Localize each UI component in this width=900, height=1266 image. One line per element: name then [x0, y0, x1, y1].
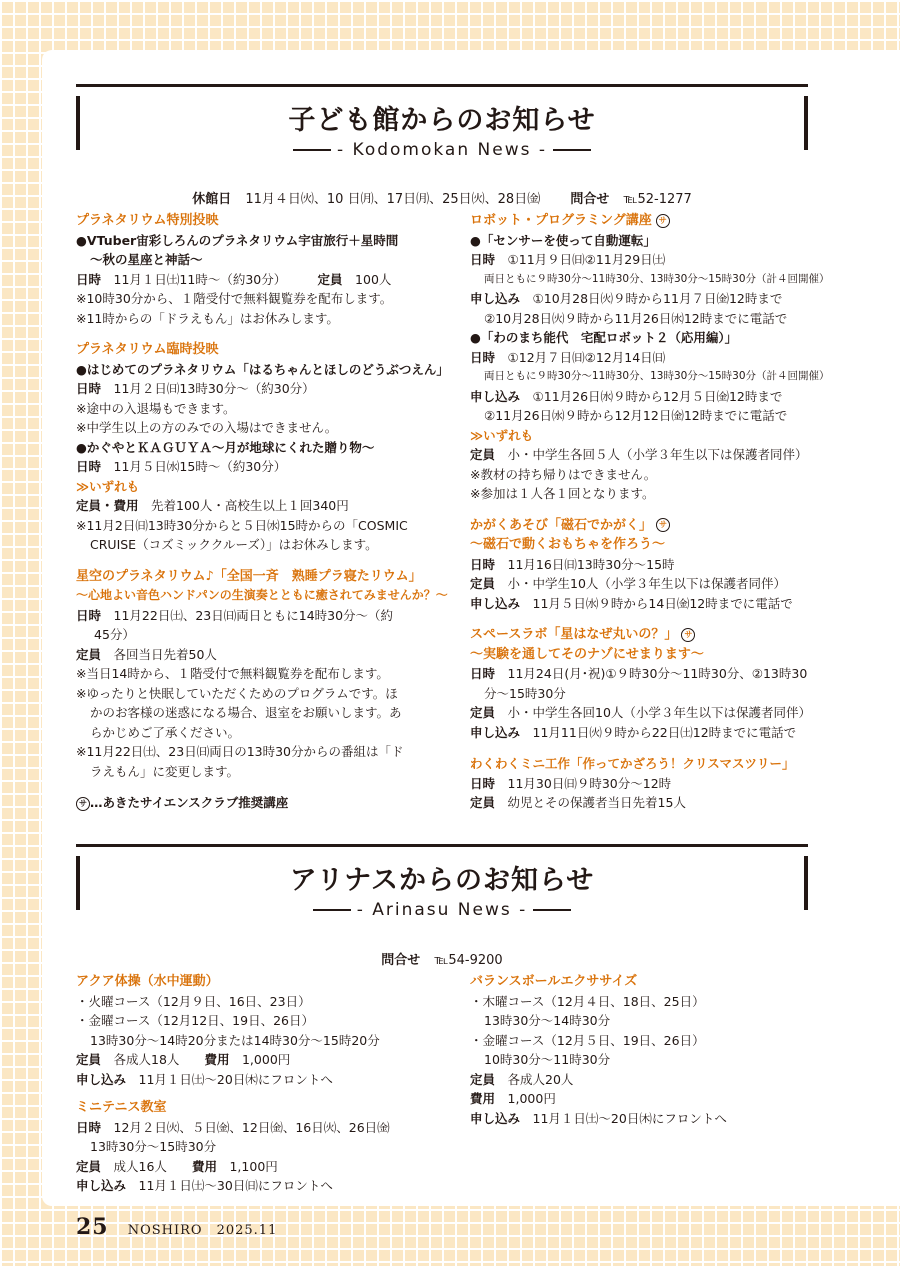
note: ※教材の持ち帰りはできません。 [470, 466, 657, 482]
date-label: 日時 [76, 271, 102, 287]
course-line: ・木曜コース（12月４日、18日、25日） [470, 993, 705, 1009]
fee-line [470, 1089, 810, 1109]
note: ラえもん」に変更します。 [90, 763, 240, 779]
apply-value: ①11月26日㈬９時から12月５日㈮12時まで [532, 388, 783, 404]
science-club-icon: サ [656, 214, 670, 228]
kodomokan-header [76, 84, 808, 184]
note: ※11時からの「ドラえもん」はお休みします。 [76, 310, 339, 326]
kodomokan-subtitle: - Kodomokan News - [76, 140, 808, 160]
date-label: 日時 [470, 252, 496, 267]
date-label: 日時 [76, 381, 102, 396]
date-value: ①11月９日㈰②11月29日㈯ [507, 252, 666, 267]
apply-label: 申し込み [470, 1110, 521, 1126]
date-label: 日時 [470, 666, 496, 681]
capacity-label: 定員 [470, 1071, 496, 1087]
time-line: 13時30分〜14時20分または14時30分〜15時20分 [90, 1032, 380, 1048]
capacity-line [76, 1050, 448, 1070]
fee-value: 先着100人・高校生以上１回340円 [151, 498, 349, 513]
capacity-line [470, 703, 810, 723]
capacity-value: 100人 [355, 271, 392, 287]
capacity-label: 定員 [470, 576, 496, 591]
course-line: ・金曜コース（12月12日、19日、26日） [76, 1013, 314, 1028]
section-title: わくわくミニ工作「作ってかざろう！クリスマスツリー」 [470, 756, 795, 771]
fee-line [76, 496, 448, 516]
apply-line [470, 594, 810, 614]
section-subtitle: 〜心地よい音色ハンドパンの生演奏とともに癒されてみませんか？〜 [76, 588, 448, 602]
section-title: 星空のプラネタリウム♪「全国一斉 熟睡プラ寝たリウム」 [76, 568, 422, 584]
apply-line [76, 1070, 448, 1090]
apply-line [470, 723, 810, 743]
fee-label: 定員・費用 [76, 498, 139, 513]
apply-label: 申し込み [470, 724, 521, 740]
program-title: ●「わのまち能代 宅配ロボット２（応用編）」 [470, 330, 738, 345]
date-line [470, 348, 810, 368]
section-title: アクア体操（水中運動） [76, 974, 219, 989]
time-line: 10時30分〜11時30分 [484, 1052, 611, 1067]
program-title: ●VTuber宙彩しろんのプラネタリウム宇宙旅行＋星時間 [76, 232, 399, 248]
capacity-line [470, 445, 810, 465]
arinasu-subtitle: - Arinasu News - [76, 900, 808, 920]
capacity-value: 成人16人 [113, 1158, 167, 1174]
date-label: 日時 [470, 349, 496, 365]
note: かのお客様の迷惑になる場合、退室をお願いします。あ [90, 705, 402, 720]
science-club-icon: サ [656, 518, 670, 532]
apply-line [470, 289, 810, 309]
section-title: プラネタリウム臨時投映 [76, 342, 219, 357]
apply-value: 11月11日㈫９時から22日㈯12時までに電話で [532, 724, 797, 740]
apply-value: ②11月26日㈬９時から12月12日㈮12時までに電話で [484, 408, 788, 423]
time-line: 13時30分〜15時30分 [90, 1139, 217, 1154]
date-value: 11月16日㈰13時30分〜15時 [507, 556, 675, 572]
capacity-value: 小・中学生10人（小学３年生以下は保護者同伴） [507, 576, 786, 591]
note: CRUISE（コズミッククルーズ）」はお休みします。 [90, 537, 378, 552]
note: ※11月22日㈯、23日㈰両日の13時30分からの番組は「ド [76, 744, 404, 759]
closed-label: 休館日 [192, 192, 232, 207]
section-title [470, 211, 810, 231]
legend-text: …あきたサイエンスクラブ推奨講座 [90, 795, 289, 810]
closed-dates: 11月４日㈫、10 日㈪、17日㈪、25日㈫、28日㈮ [245, 192, 541, 207]
apply-value: 11月１日㈯〜30日㈰にフロントへ [138, 1178, 333, 1193]
apply-value: 11月１日㈯〜20日㈭にフロントへ [532, 1110, 727, 1126]
both-label: ≫いずれも [76, 478, 140, 494]
fee-label: 費用 [470, 1091, 496, 1106]
note: ※ゆったりと快眠していただくためのプログラムです。ほ [76, 685, 398, 701]
time-line: 13時30分〜14時30分 [484, 1013, 611, 1028]
date-sub: 両日ともに９時30分〜11時30分、13時30分〜15時30分（計４回開催） [484, 370, 830, 382]
capacity-line [470, 574, 810, 594]
header-rule [76, 84, 808, 87]
course-line: ・金曜コース（12月５日、19日、26日） [470, 1032, 705, 1048]
kodomokan-title: 子ども館からのお知らせ [288, 105, 596, 136]
program-subtitle: 〜秋の星座と神話〜 [90, 252, 203, 267]
capacity-line [470, 1070, 810, 1090]
section-title [470, 625, 810, 645]
capacity-value: 各成人20人 [507, 1071, 574, 1087]
capacity-label: 定員 [470, 795, 496, 810]
arinasu-right-column [470, 972, 810, 1128]
contact-label: 問合せ [570, 192, 610, 207]
date-line [470, 250, 810, 270]
section-title-text: ロボット・プログラミング講座 [470, 213, 652, 228]
section-title-text: スペースラボ「星はなぜ丸いの？」 [470, 627, 678, 642]
capacity-value: 幼児とその保護者当日先着15人 [507, 795, 686, 810]
date-line [470, 555, 810, 575]
date-value: ①12月７日㈰②12月14日㈰ [507, 349, 666, 365]
apply-label: 申し込み [76, 1178, 127, 1193]
arinasu-left-column [76, 972, 448, 1196]
course-line: ・火曜コース（12月９日、16日、23日） [76, 993, 311, 1009]
contact-label: 問合せ [381, 953, 421, 968]
note: ※参加は１人各１回となります。 [470, 486, 655, 501]
date-value: 11月30日㈰９時30分〜12時 [507, 775, 672, 791]
date-value: 11月２日㈰13時30分〜（約30分） [113, 381, 315, 396]
kodomokan-right-column [470, 211, 830, 813]
apply-label: 申し込み [470, 291, 521, 306]
contact-tel: ℡52-1277 [623, 192, 692, 207]
note: らかじめご了承ください。 [90, 724, 241, 740]
apply-value: 11月１日㈯〜20日㈭にフロントへ [138, 1071, 333, 1087]
date-label: 日時 [76, 1119, 102, 1135]
capacity-line [76, 645, 448, 665]
fee-label: 費用 [204, 1052, 230, 1067]
date-value: 11月24日(月･祝)①９時30分〜11時30分、②13時30 [507, 666, 808, 681]
arinasu-header [76, 844, 808, 944]
fee-value: 1,000円 [241, 1052, 291, 1067]
date-label: 日時 [470, 556, 496, 572]
section-title-text: かがくあそび「磁石でかがく」 [470, 517, 653, 533]
date-label: 日時 [76, 607, 102, 623]
capacity-label: 定員 [76, 1052, 102, 1067]
date-line [470, 774, 810, 794]
date-label: 日時 [76, 459, 102, 474]
note: ※10時30分から、１階受付で無料観覧券を配布します。 [76, 291, 393, 306]
apply-value: ①10月28日㈫９時から11月７日㈮12時まで [532, 291, 783, 306]
date-line [76, 270, 448, 290]
apply-line [470, 387, 810, 407]
note: ※当日14時から、１階受付で無料観覧券を配布します。 [76, 666, 389, 681]
date-line [76, 606, 448, 626]
program-title: ●はじめてのプラネタリウム「はるちゃんとほしのどうぶつえん」 [76, 361, 449, 377]
note: ※11月2日㈰13時30分からと５日㈬15時からの「COSMIC [76, 517, 408, 533]
date-line [470, 664, 810, 684]
section-subtitle: 〜磁石で動くおもちゃを作ろう〜 [470, 537, 666, 552]
arinasu-info [76, 949, 808, 968]
arinasu-title: アリナスからのお知らせ [289, 865, 595, 896]
arinasu-subtitle-text: Arinasu News [372, 900, 512, 920]
header-rule [76, 844, 808, 847]
section-title: バランスボールエクササイズ [470, 974, 638, 989]
kodomokan-subtitle-text: Kodomokan News [352, 140, 532, 160]
capacity-value: 小・中学生各回５人（小学３年生以下は保護者同伴） [507, 447, 808, 462]
date-line [76, 457, 448, 477]
date-continued: 45分） [94, 627, 135, 642]
section-title: ミニテニス教室 [76, 1100, 167, 1115]
date-sub: 両日ともに９時30分〜11時30分、13時30分〜15時30分（計４回開催） [484, 272, 830, 285]
section-title: プラネタリウム特別投映 [76, 213, 219, 228]
apply-label: 申し込み [76, 1071, 127, 1087]
page-footer [76, 1214, 277, 1240]
section-title [470, 516, 810, 536]
page-number: 25 [76, 1214, 109, 1240]
date-value: 11月１日㈯11時〜（約30分） [113, 271, 280, 287]
magazine-issue: NOSHIRO 2025.11 [127, 1223, 278, 1238]
date-value: 12月２日㈫、５日㈮、12日㈮、16日㈫、26日㈮ [113, 1119, 390, 1135]
capacity-value: 各成人18人 [113, 1052, 180, 1067]
date-line [76, 1118, 448, 1138]
date-continued: 分〜15時30分 [484, 685, 566, 701]
apply-line [76, 1176, 448, 1196]
note: ※途中の入退場もできます。 [76, 400, 236, 416]
science-club-icon: サ [681, 628, 695, 642]
date-line [76, 379, 448, 399]
capacity-label: 定員 [76, 1158, 102, 1174]
capacity-label: 定員 [317, 271, 343, 287]
fee-label: 費用 [191, 1158, 217, 1174]
apply-value: ②10月28日㈫９時から11月26日㈬12時までに電話で [484, 310, 788, 326]
date-label: 日時 [470, 775, 496, 791]
capacity-label: 定員 [76, 646, 102, 662]
date-value: 11月22日㈯、23日㈰両日ともに14時30分〜（約 [113, 607, 394, 623]
program-title: ●かぐやとＫＡＧＵＹＡ〜月が地球にくれた贈り物〜 [76, 439, 375, 455]
apply-label: 申し込み [470, 595, 521, 611]
science-club-icon: サ [76, 797, 90, 811]
fee-value: 1,000円 [507, 1091, 556, 1106]
capacity-label: 定員 [470, 447, 496, 462]
capacity-line [76, 1157, 448, 1177]
capacity-value: 小・中学生各回10人（小学３年生以下は保護者同伴） [507, 705, 811, 720]
capacity-value: 各回当日先着50人 [113, 646, 217, 662]
kodomokan-left-column [76, 211, 448, 813]
fee-value: 1,100円 [229, 1158, 278, 1174]
capacity-label: 定員 [470, 705, 496, 720]
apply-line [470, 1109, 810, 1129]
date-value: 11月５日㈬15時〜（約30分） [113, 459, 287, 474]
science-club-legend [76, 793, 448, 813]
section-subtitle: 〜実験を通してそのナゾにせまります〜 [470, 646, 704, 662]
note: ※中学生以上の方のみでの入場はできません。 [76, 420, 338, 435]
apply-value: 11月５日㈬９時から14日㈮12時までに電話で [532, 595, 793, 611]
capacity-line [470, 793, 810, 813]
both-label: ≫いずれも [470, 427, 534, 443]
contact-tel: ℡54-9200 [434, 953, 503, 968]
kodomokan-info [76, 188, 808, 207]
apply-label: 申し込み [470, 388, 521, 404]
program-title: ●「センサーを使って自動運転」 [470, 232, 656, 248]
